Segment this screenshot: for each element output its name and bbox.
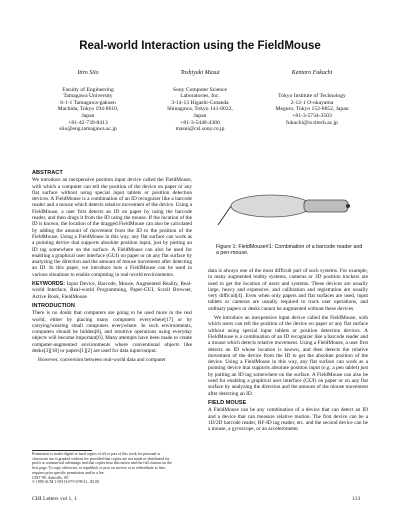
fieldmouse-heading: FIELD MOUSE [208, 399, 247, 406]
figure-caption: Figure 1: FieldMouse#1: Combination of a barcode reader and a pen-mouse. [216, 244, 363, 257]
author-affiliation-line: +81-3-5448-4380 [180, 119, 220, 126]
author-name: Itiro Siio [77, 70, 99, 76]
page-number: 113 [352, 496, 361, 502]
author-affiliation-line: 6-1-1 Tamagawa-gakuen [60, 99, 116, 106]
permission-text: Permission to make digital or hard copies of all or part of this work for personal or classroom use is granted without fee provided that copies are not made or distributed for profit or commercial advantage and that copies bear this notice and the full citation on the first page. To copy otherwise, to republish, to post on servers or to redistribute to lists, requires prior specific permission and/or a fee. [32, 452, 172, 475]
fieldmouse-paragraph: A FieldMouse can be any combination of a device that can detect an ID and a device that can measure relative motion. The first device can be a 1D/2D barcode reader, RF-ID tag reader, etc. and the second device can be a mouse, a gyroscope, or an accelerometer. [208, 407, 368, 433]
left-column [32, 168, 192, 367]
footer-journal: CHI Letters vol 1, 1 [32, 496, 77, 502]
author-affiliation-line: fukuchi@is.titech.ac.jp [286, 119, 338, 126]
pen-tip [346, 204, 350, 208]
permission-notice [32, 452, 172, 485]
barcode-reader [304, 200, 348, 212]
right-paragraph-1: data is always one of the most difficult part of such systems. For example, in many augmented reality systems, cameras or 3D position trackers are used to get the location of users and systems. These devices are usually large, heavy and expensive, and calibration and registration are usually very difficult[4]. Even when only papers and flat surfaces are used, input tablets or cameras are usually required to track user operations, and ordinary papers or desks cannot be augmented without these devices. [208, 268, 368, 312]
author-1 [32, 70, 144, 133]
keywords-text: Input Device, Barcode, Mouse, Augmented Reality, Real-world Interface, Real-world Programming, Paper-GUI, Scroll Browser, Active Book, FieldMouse [32, 281, 192, 300]
keywords [32, 281, 192, 300]
author-affiliation-line: Faculty of Engineering [62, 86, 114, 93]
permission-conference: UIST '99. Asheville, NC [32, 475, 70, 480]
author-affiliation-line: masui@csl.sony.co.jp [175, 126, 225, 133]
author-affiliation-line: Laboratories, Inc. [180, 93, 220, 100]
introduction-heading: INTRODUCTION [32, 302, 75, 309]
author-affiliation-line: Shinagawa, Tokyo 141-0022, [167, 106, 233, 113]
pen-mouse-body [231, 195, 311, 217]
author-affiliation-line: Machida, Tokyo 194-8610, [57, 106, 119, 113]
author-block [32, 70, 368, 133]
abstract-text: We introduce an inexpensive position input device called the FieldMouse, with which a computer can tell the position of the device on paper or any flat surface without using special input tablets or position detection devices. A FieldMouse is a combination of an ID recognizer like a barcode reader and a mouse which detects relative movement of the device. Using a FieldMouse, a user first detects an ID on paper by using the barcode reader, and then drags it from the ID using the mouse. If the location of the ID is known, the location of the dragged FieldMouse can also be calculated by adding the amount of movement from the ID to the position of the FieldMouse. Using a FieldMouse in this way, any flat surface can work as a pointing device that supports absolute position input, just by putting an ID tag somewhere on the surface. A FieldMouse can also be used for enabling a graphical user interface (GUI) on paper or on any flat surface by analyzing the direction and the amount of mouse movement after detecting an ID. In this paper, we introduce how a FieldMouse can be used in various situations to enable computing in real-world environments. [32, 177, 192, 278]
author-affiliation-line: Tamagawa University [63, 93, 113, 100]
paper-title: Real-world Interaction using the FieldMouse [79, 40, 321, 52]
author-affiliation-line: 2-12-1 O-okayama [290, 99, 334, 106]
fieldmouse-figure [216, 170, 366, 240]
author-3 [256, 70, 368, 133]
author-affiliation-line: Japan [81, 112, 95, 119]
author-2 [144, 70, 256, 133]
abstract-heading: ABSTRACT [32, 170, 63, 176]
author-name: Kentaro Fukuchi [291, 70, 333, 76]
permission-divider [32, 450, 92, 451]
author-affiliation-line: +81-3-5734-3503 [292, 112, 332, 119]
author-affiliation-line: Tokyo Institute of Technology [278, 93, 346, 100]
right-column [208, 268, 368, 435]
author-affiliation-line: Meguro, Tokyo 152-8852, Japan [275, 106, 349, 113]
permission-copyright: © 1999 ACM 1-58113-075-9/99/11...$5.00 [32, 480, 99, 485]
author-affiliation-line: siio@eng.tamagawa.ac.jp [59, 126, 117, 133]
right-paragraph-2: We introduce an inexpensive input device called the FieldMouse, with which users can tell the position of the device on paper or any flat surface without using special input tablets or position detection devices. A FieldMouse is a combination of an ID recognizer like a barcode reader and a mouse which detects relative movement. Using a FieldMouse, a user first detects an ID whose location is known, and then detects the relative movement of the device from the ID to get the absolute position of the device. Using a FieldMouse in this way, any flat surface can work as a pointing device that supports absolute position input (e.g. a pen tablet) just by putting an ID tag somewhere on the surface. A FieldMouse can also be used for enabling a graphical user interface (GUI) on paper or on any flat surface by analyzing the direction and the amount of the mouse movement after detecting an ID. [208, 315, 368, 397]
author-affiliation-line: Sony Computer Science [172, 86, 228, 93]
keywords-label: KEYWORDS: [32, 281, 65, 288]
intro-paragraph-1: There is no doubt that computers are going to be used more in the real world, either by placing many computers everywhere[17] or by carrying/wearing small computers everywhere. In such environments, computers should be hidden[8], and intuitive operations using everyday objects will become important[6]. Many attempts have been made to create computer-augmented environments where conventional objects like desks[3][18] or papers[1][2] are used for data input/output. [32, 310, 192, 355]
author-affiliation-line: +81-42-739-8413 [68, 119, 108, 126]
intro-paragraph-2: However, conversion between real-world data and computer [38, 357, 166, 364]
author-affiliation-line: 3-14-13 Higashi-Gotanda [171, 99, 229, 106]
author-affiliation-line: Japan [193, 112, 207, 119]
author-name: Toshiyuki Masui [180, 70, 220, 76]
